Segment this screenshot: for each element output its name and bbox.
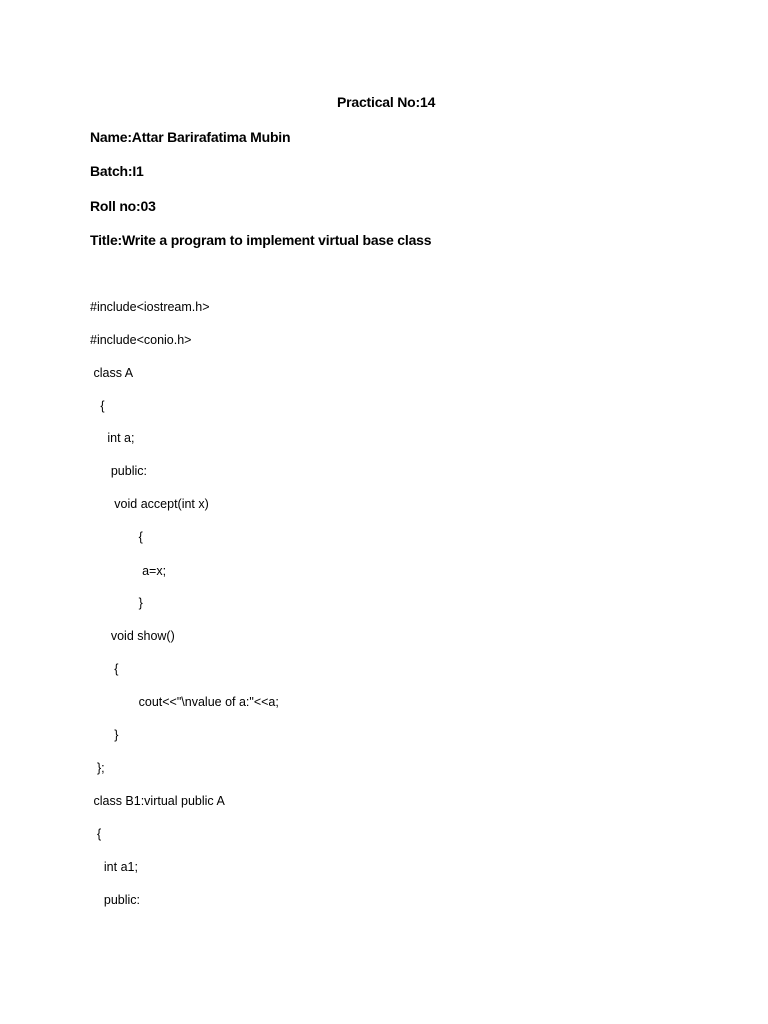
code-line: void show() xyxy=(90,629,175,643)
roll-number: Roll no:03 xyxy=(90,198,156,214)
code-line: public: xyxy=(90,893,141,907)
practical-title: Title:Write a program to implement virtual base class xyxy=(90,232,432,248)
code-line: } xyxy=(90,728,119,742)
code-line: }; xyxy=(90,761,105,775)
code-line: { xyxy=(90,662,119,676)
code-line: a=x; xyxy=(90,564,167,578)
code-line: int a1; xyxy=(90,860,138,874)
batch: Batch:I1 xyxy=(90,163,144,179)
code-line: cout<<"\nvalue of a:"<<a; xyxy=(90,695,279,709)
code-line: class A xyxy=(90,366,134,380)
code-line: { xyxy=(90,827,102,841)
code-line: #include<conio.h> xyxy=(90,333,192,347)
code-line: void accept(int x) xyxy=(90,497,209,511)
code-line: { xyxy=(90,399,105,413)
code-line: int a; xyxy=(90,431,135,445)
code-line: { xyxy=(90,530,143,544)
code-line: public: xyxy=(90,464,147,478)
code-line: } xyxy=(90,596,143,610)
code-line: #include<iostream.h> xyxy=(90,300,210,314)
code-line: class B1:virtual public A xyxy=(90,794,225,808)
practical-number: Practical No:14 xyxy=(337,94,436,110)
student-name: Name:Attar Barirafatima Mubin xyxy=(90,129,291,145)
